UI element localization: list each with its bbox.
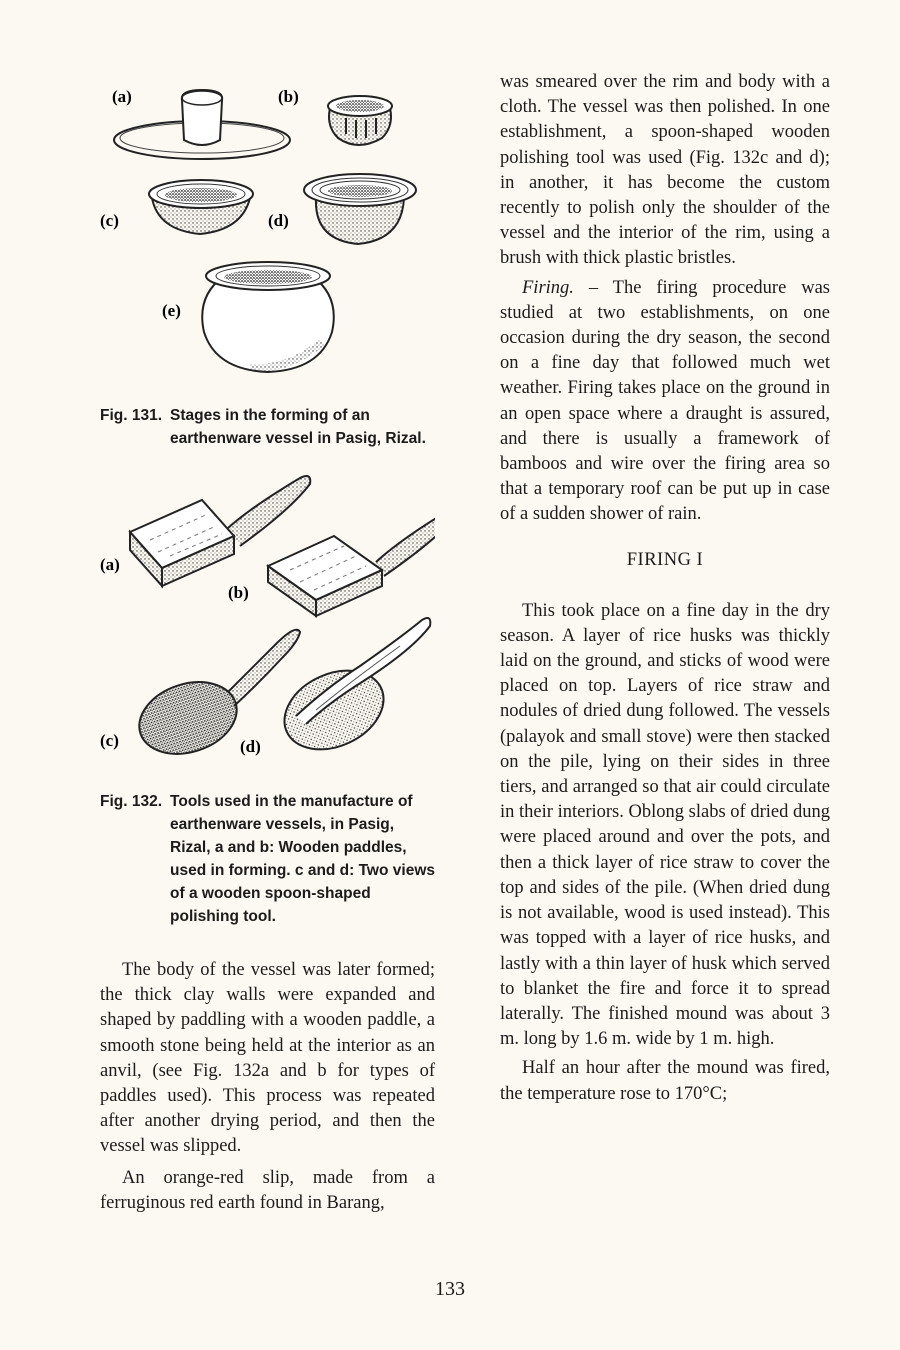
fig131-label-a: (a): [112, 87, 132, 106]
paddle-b: [268, 510, 435, 616]
vessel-stage-d: [304, 174, 416, 244]
fig132-label-c: (c): [100, 731, 119, 750]
fig131-label-e: (e): [162, 301, 181, 320]
firing-text: – The firing procedure was studied at two establishments, on one occasion during the dry season, the second on a fine day that followed much wet weather. Firing takes place on the ground in an open space where a draught is assured, and there is usually a framework of bamboos and wire over the firing area so that a temporary roof can be put up in case of a sudden shower of rain.: [500, 277, 830, 525]
paragraph: An orange-red slip, made from a ferruginous red earth found in Barang,: [100, 1167, 435, 1213]
fig132-label-a: (a): [100, 555, 120, 574]
figure-131-caption-text: Stages in the forming of an earthenware vessel in Pasig, Rizal.: [170, 407, 426, 447]
figure-131-number: Fig. 131.: [100, 407, 163, 424]
figure-131: [100, 70, 435, 450]
figure-132: [100, 470, 435, 928]
vessel-stage-a: [114, 90, 290, 159]
paragraph: This took place on a fine day in the dry season. A layer of rice husks was thickly laid on the ground, and sticks of wood were placed on top. Layers of rice straw and nodules of dried dung followed. The vessels (palayok and small stove) were then stacked on the pile, lying on their sides in three tiers, and arranged so that air could circulate in their interiors. Oblong slabs of dried dung were placed around and over the pots, and then a thick layer of rice straw to cover the top and sides of the pile. (When dried dung is not available, wood is used instead). This was topped with a layer of rice husks, and lastly with a thin layer of husk which served to blanket the fire and force it to spread laterally. The finished mound was about 3 m. long by 1.6 m. wide by 1 m. high.: [500, 600, 830, 1050]
figure-131-illustration: [100, 70, 435, 390]
fig132-label-b: (b): [228, 583, 249, 602]
paragraph-continued: was smeared over the rim and body with a cloth. The vessel was then polished. In one establishment, a spoon-shaped wooden polishing tool was used (Fig. 132c and d); in another, it has become the custom recently to polish only the shoulder of the vessel and the interior of the rim, using a brush with thick plastic bristles.: [500, 72, 830, 269]
fig131-label-b: (b): [278, 87, 299, 106]
right-column: [500, 70, 830, 1107]
polishing-tool-c: [130, 630, 300, 766]
fig132-label-d: (d): [240, 737, 261, 756]
fig131-label-d: (d): [268, 211, 289, 230]
fig131-label-c: (c): [100, 211, 119, 230]
figure-132-caption: [100, 790, 435, 928]
vessel-stage-b: [328, 96, 392, 145]
page-number: 133: [435, 1278, 465, 1300]
figure-132-caption-text: Tools used in the manufacture of earthenware vessels, in Pasig, Rizal, a and b: Wooden paddles, used in forming. c and d: Two views of a wooden spoon-shaped polishing tool.: [170, 793, 435, 925]
left-body-text: [100, 958, 435, 1216]
figure-131-caption: [100, 404, 435, 450]
paragraph: Half an hour after the mound was fired, the temperature rose to 170°C;: [500, 1058, 830, 1104]
paragraph: The body of the vessel was later formed; the thick clay walls were expanded and shaped by paddling with a wooden paddle, a smooth stone being held at the interior as an anvil, (see Fig. 132a and b for types of paddles used). This process was repeated after another drying period, and then the vessel was slipped.: [100, 960, 435, 1157]
figure-132-number: Fig. 132.: [100, 793, 163, 810]
section-heading: FIRING I: [626, 549, 704, 570]
firing-run-in-title: Firing.: [522, 277, 574, 298]
figure-132-illustration: [100, 470, 435, 770]
left-column: [100, 70, 435, 1216]
firing-paragraph: [500, 276, 830, 528]
vessel-stage-e: [202, 262, 334, 372]
vessel-stage-c: [149, 180, 253, 234]
